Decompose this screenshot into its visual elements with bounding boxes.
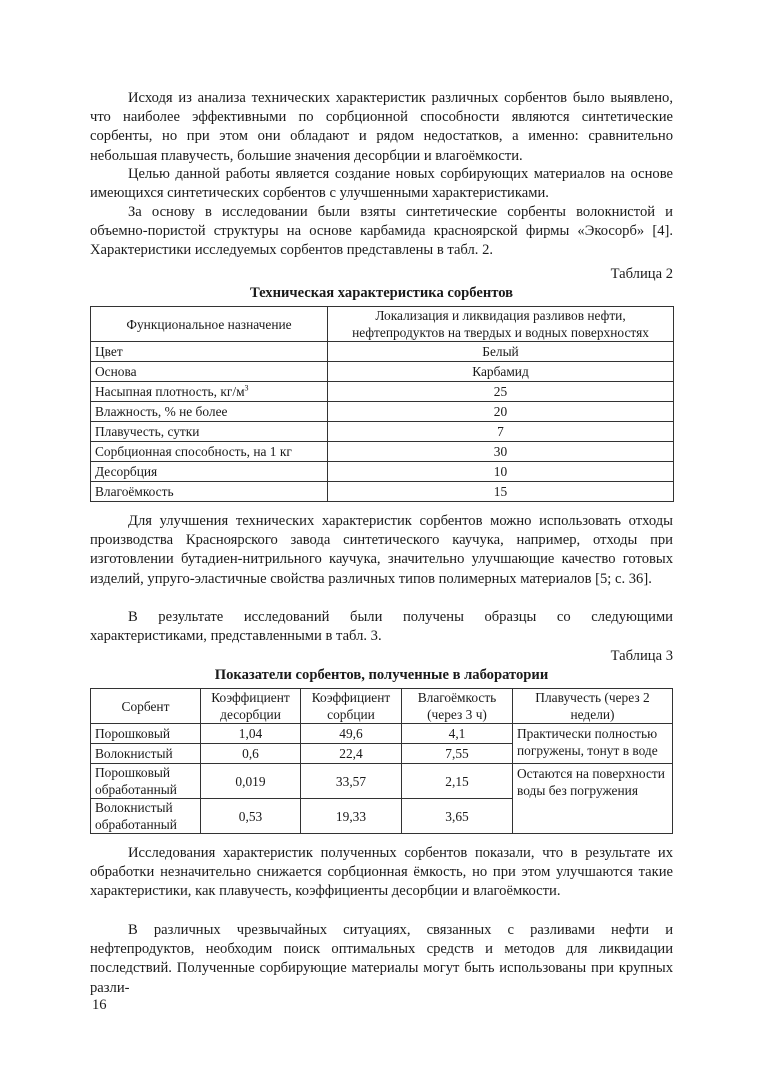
cell-text: Насыпная плотность, кг/м	[95, 384, 245, 399]
paragraph-2: Целью данной работы является создание новых сорбирующих материалов на основе имеющихся синтетических сорбентов с улучшенными характеристиками.	[90, 166, 673, 202]
table-row	[91, 402, 674, 422]
table-cell: 1,04	[201, 724, 301, 744]
table-header-cell: Коэффициент сорбции	[301, 689, 402, 724]
table-cell: Волокнистый	[91, 744, 201, 764]
table-cell	[91, 382, 328, 402]
table-cell: 7	[328, 422, 674, 442]
paragraph-7: В различных чрезвычайных ситуациях, связанных с разливами нефти и нефтепродуктов, необходим поиск оптимальных средств и методов для ликвидации последствий. Полученные сорбирующие материалы могут быть использованы при крупных разли-	[90, 922, 673, 996]
table-cell: Влагоёмкость	[91, 482, 328, 502]
table-cell: 4,1	[402, 724, 513, 744]
table2-label: Таблица 2	[610, 266, 673, 282]
paragraph-6: Исследования характеристик полученных сорбентов показали, что в результате их обработки незначительно снижается сорбционная ёмкость, но при этом улучшаются такие характеристики, как плавучесть, коэффициенты десорбции и влагоёмкости.	[90, 845, 673, 900]
table-row	[91, 422, 674, 442]
table-cell: 25	[328, 382, 674, 402]
table3-title: Показатели сорбентов, полученные в лаборатории	[214, 667, 549, 683]
paragraph-5: В результате исследований были получены образцы со следующими характеристиками, представленными в табл. 3.	[90, 609, 673, 645]
table2-title: Техническая характеристика сорбентов	[249, 285, 514, 301]
table-cell: 0,019	[201, 764, 301, 799]
table-row	[91, 764, 673, 799]
table-header-cell: Сорбент	[91, 689, 201, 724]
table-cell: 7,55	[402, 744, 513, 764]
table-row	[91, 442, 674, 462]
table-cell: Волокнистый обработанный	[91, 799, 201, 834]
table-cell: 15	[328, 482, 674, 502]
table-cell: Влажность, % не более	[91, 402, 328, 422]
page-number: 16	[92, 997, 107, 1013]
table-cell: Практически полностью погружены, тонут в воде	[513, 724, 673, 764]
table-header-cell: Функциональное назначение	[91, 307, 328, 342]
table-cell: 49,6	[301, 724, 402, 744]
table-cell: Порошковый	[91, 724, 201, 744]
table-cell: 19,33	[301, 799, 402, 834]
table-row	[91, 482, 674, 502]
table2	[90, 306, 674, 502]
table-row	[91, 342, 674, 362]
table-cell: 0,6	[201, 744, 301, 764]
paragraph-1: Исходя из анализа технических характеристик различных сорбентов было выявлено, что наиболее эффективными по сорбционной способности являются синтетические сорбенты, но при этом они обладают и рядом недостатков, а именно: сравнительно небольшая плавучесть, большие значения десорбции и влагоёмкости.	[90, 90, 673, 164]
table-cell: Порошковый обработанный	[91, 764, 201, 799]
table-cell: 2,15	[402, 764, 513, 799]
superscript: 3	[244, 383, 249, 393]
table-header-row	[91, 307, 674, 342]
table-cell: Карбамид	[328, 362, 674, 382]
table-header-cell: Влагоёмкость (через 3 ч)	[402, 689, 513, 724]
paragraph-3: За основу в исследовании были взяты синтетические сорбенты волокнистой и объемно-пористой структуры на основе карбамида красноярской фирмы «Экосорб» [4]. Характеристики исследуемых сорбентов представлены в табл. 2.	[90, 204, 673, 259]
table-cell: Основа	[91, 362, 328, 382]
table-cell: Остаются на поверхности воды без погружения	[513, 764, 673, 834]
table-cell: 30	[328, 442, 674, 462]
table-cell: 33,57	[301, 764, 402, 799]
table3-label: Таблица 3	[610, 648, 673, 664]
table-cell: Плавучесть, сутки	[91, 422, 328, 442]
table-cell: 10	[328, 462, 674, 482]
table-header-cell: Коэффициент десорбции	[201, 689, 301, 724]
table-header-cell: Плавучесть (через 2 недели)	[513, 689, 673, 724]
table-row	[91, 724, 673, 744]
table-cell: Белый	[328, 342, 674, 362]
table-row	[91, 382, 674, 402]
table-row	[91, 462, 674, 482]
table-cell: 22,4	[301, 744, 402, 764]
table-cell: 3,65	[402, 799, 513, 834]
paragraph-4: Для улучшения технических характеристик сорбентов можно использовать отходы производства Красноярского завода синтетического каучука, например, отходы при изготовлении бутадиен-нитрильного каучука, значительно улучшающие качество готовых изделий, упруго-эластичные свойства различных типов полимерных материалов [5; с. 36].	[90, 513, 673, 587]
table-cell: 20	[328, 402, 674, 422]
table-cell: 0,53	[201, 799, 301, 834]
table3	[90, 688, 673, 834]
table-header-cell: Локализация и ликвидация разливов нефти, нефтепродуктов на твердых и водных поверхностях	[328, 307, 674, 342]
table-row	[91, 362, 674, 382]
table-cell: Цвет	[91, 342, 328, 362]
table-header-row	[91, 689, 673, 724]
table-cell: Десорбция	[91, 462, 328, 482]
table-cell: Сорбционная способность, на 1 кг	[91, 442, 328, 462]
